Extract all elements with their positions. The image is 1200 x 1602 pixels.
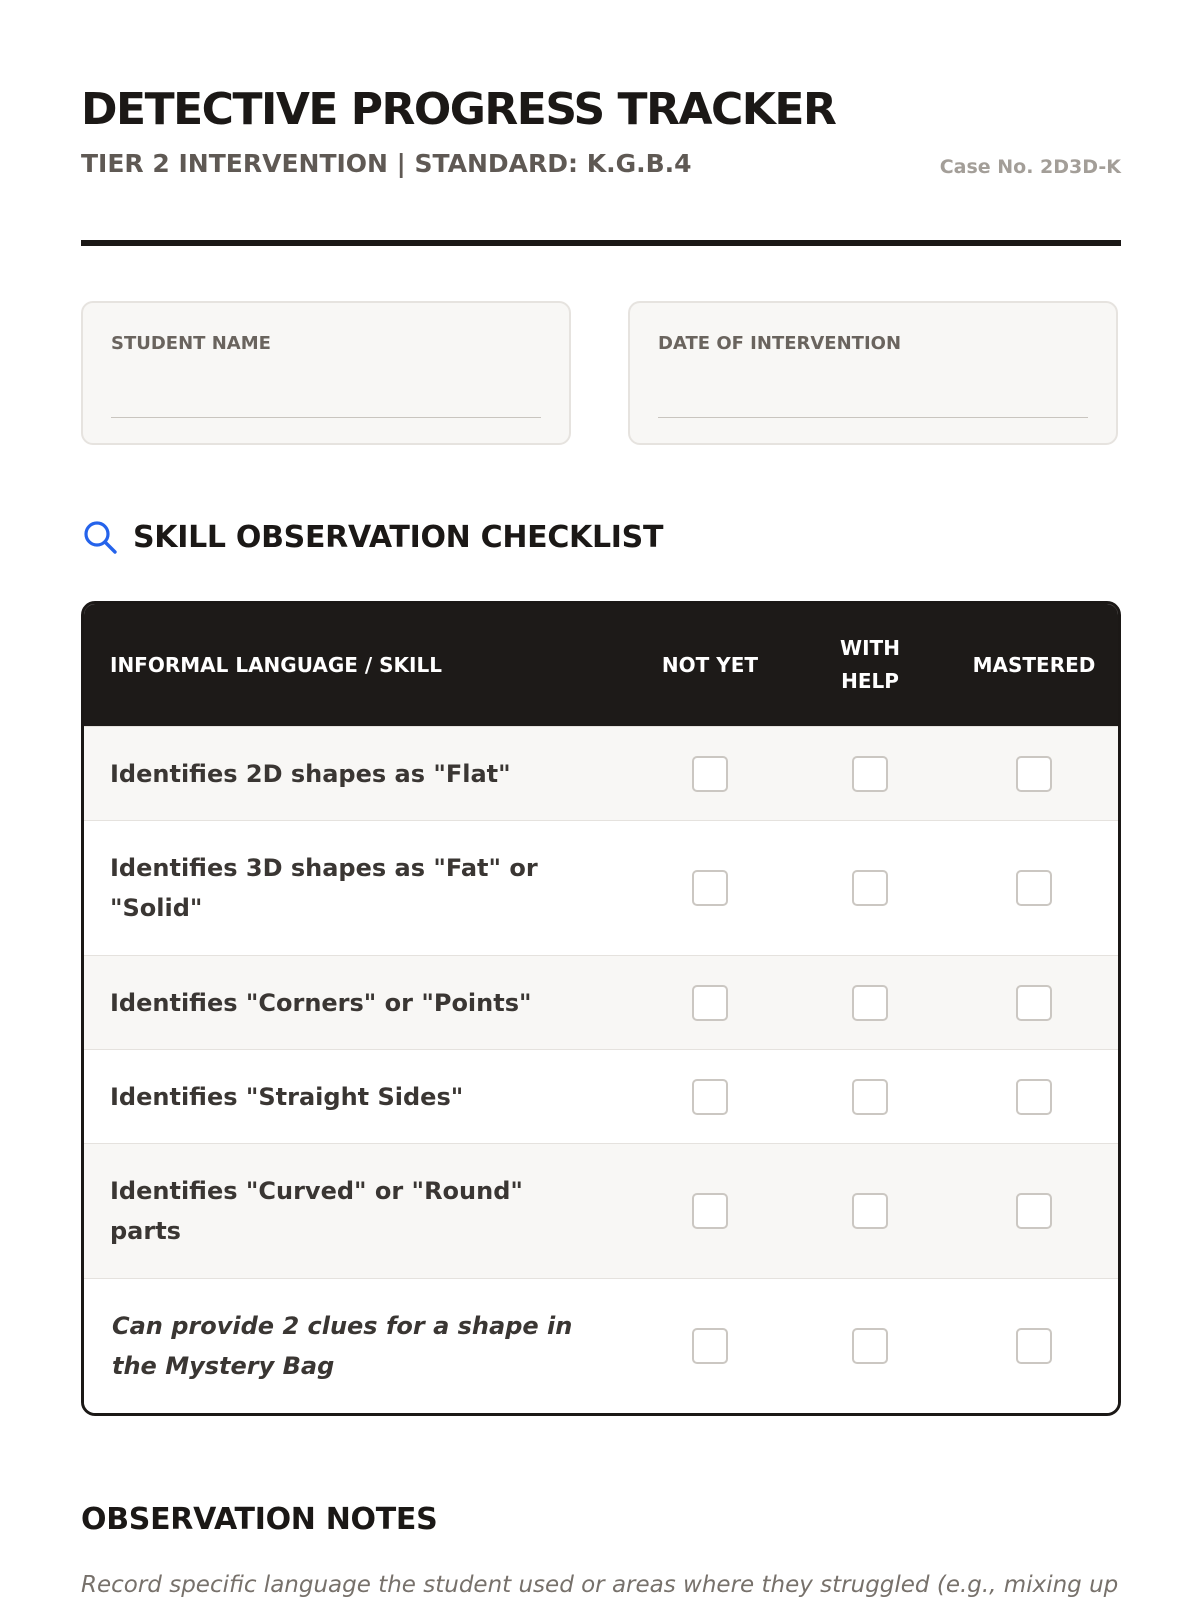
not-yet-checkbox[interactable]: [692, 1193, 728, 1229]
page-title: DETECTIVE PROGRESS TRACKER: [81, 84, 836, 135]
skill-label: Identifies 2D shapes as "Flat": [110, 759, 511, 788]
skill-label: Can provide 2 clues for a shape in the Mystery Bag: [112, 1312, 573, 1380]
checklist-title: SKILL OBSERVATION CHECKLIST: [133, 519, 664, 555]
observation-notes-title: OBSERVATION NOTES: [81, 1502, 438, 1537]
with-help-line-2: HELP: [841, 669, 899, 693]
with-help-checkbox[interactable]: [852, 985, 888, 1021]
date-of-intervention-field[interactable]: [628, 301, 1118, 445]
magnifying-glass-icon: [81, 518, 119, 556]
observation-notes-instructions: Record specific language the student used or areas where they struggled (e.g., mixing up: [81, 1572, 1119, 1598]
table-row: [84, 955, 1118, 1049]
table-row: [84, 1278, 1118, 1413]
not-yet-checkbox[interactable]: [692, 1079, 728, 1115]
mastered-checkbox[interactable]: [1016, 1328, 1052, 1364]
with-help-checkbox[interactable]: [852, 1328, 888, 1364]
with-help-line-1: WITH: [840, 636, 900, 660]
table-row: [84, 1049, 1118, 1143]
with-help-checkbox[interactable]: [852, 870, 888, 906]
mastered-checkbox[interactable]: [1016, 756, 1052, 792]
skill-checklist-table: [81, 601, 1121, 1416]
mastered-checkbox[interactable]: [1016, 870, 1052, 906]
skill-label: Identifies "Straight Sides": [110, 1082, 464, 1111]
table-header: [84, 604, 1118, 726]
not-yet-checkbox[interactable]: [692, 756, 728, 792]
skill-label: Identifies 3D shapes as "Fat" or "Solid": [110, 854, 538, 922]
student-name-label: STUDENT NAME: [111, 333, 271, 354]
table-row: [84, 820, 1118, 955]
checklist-heading: [81, 518, 663, 556]
column-header-with-help: [790, 604, 950, 726]
date-of-intervention-line[interactable]: [658, 417, 1088, 418]
date-of-intervention-label: DATE OF INTERVENTION: [658, 333, 902, 354]
not-yet-checkbox[interactable]: [692, 870, 728, 906]
mastered-checkbox[interactable]: [1016, 1193, 1052, 1229]
with-help-checkbox[interactable]: [852, 1193, 888, 1229]
table-row: [84, 1143, 1118, 1278]
with-help-checkbox[interactable]: [852, 1079, 888, 1115]
student-name-field[interactable]: [81, 301, 571, 445]
mastered-checkbox[interactable]: [1016, 1079, 1052, 1115]
tracker-page: [81, 0, 1121, 1600]
column-header-not-yet: NOT YET: [661, 652, 759, 677]
case-number: Case No. 2D3D-K: [939, 156, 1121, 178]
skill-label: Identifies "Corners" or "Points": [110, 988, 532, 1017]
page-subtitle: TIER 2 INTERVENTION | STANDARD: K.G.B.4: [81, 149, 692, 178]
not-yet-checkbox[interactable]: [692, 1328, 728, 1364]
column-header-skill: INFORMAL LANGUAGE / SKILL: [110, 652, 442, 677]
table-row: [84, 726, 1118, 820]
student-name-line[interactable]: [111, 417, 541, 418]
column-header-mastered: MASTERED: [972, 652, 1096, 677]
skill-label: Identifies "Curved" or "Round" parts: [110, 1177, 523, 1245]
header-divider: [81, 240, 1121, 246]
mastered-checkbox[interactable]: [1016, 985, 1052, 1021]
not-yet-checkbox[interactable]: [692, 985, 728, 1021]
with-help-checkbox[interactable]: [852, 756, 888, 792]
